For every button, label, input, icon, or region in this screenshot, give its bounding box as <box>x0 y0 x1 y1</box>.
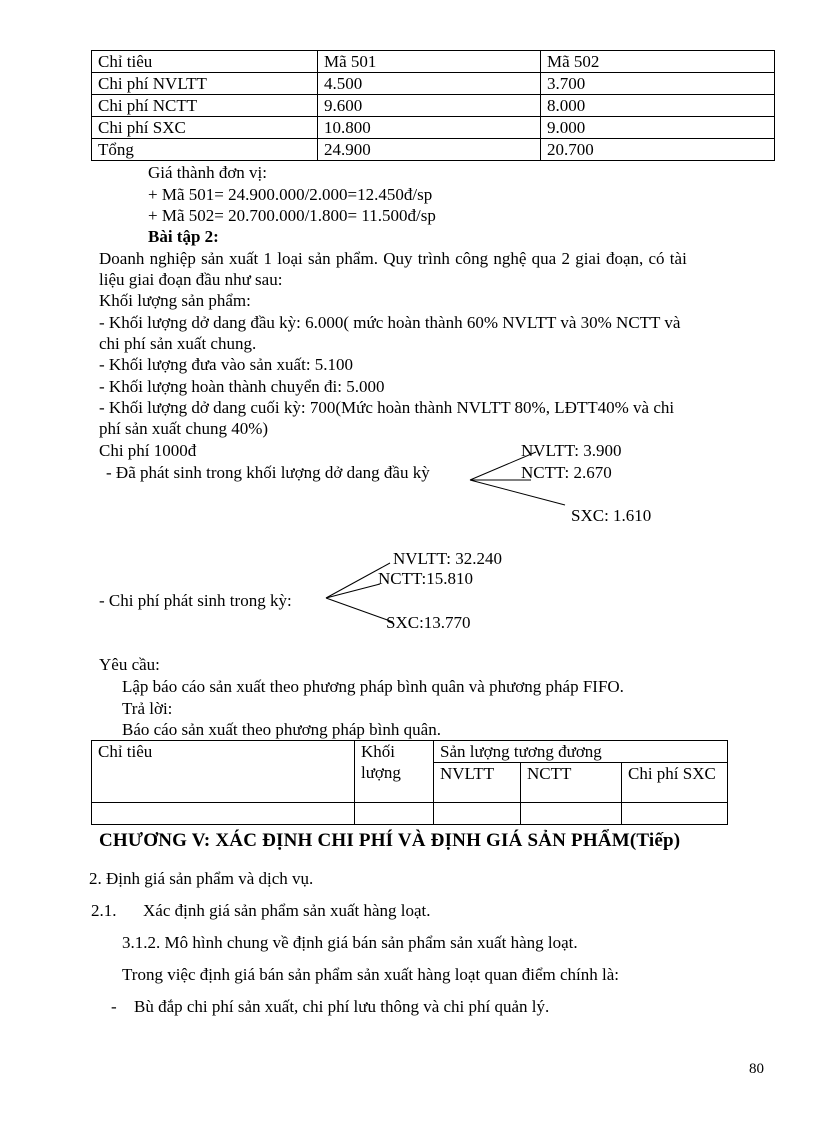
unit-cost-title: Giá thành đơn vị: <box>148 163 267 182</box>
branch-line <box>326 584 380 598</box>
table-header-cell: NCTT <box>521 763 622 803</box>
table-header-cell: Chỉ tiêu <box>92 741 355 803</box>
opening-sxc: SXC: 1.610 <box>571 506 652 525</box>
answer-title: Trả lời: <box>122 699 173 718</box>
table-cell: Chi phí NCTT <box>92 95 318 117</box>
volume-item: - Khối lượng dở dang đầu kỳ: 6.000( mức hoàn thành 60% NVLTT và 30% NCTT và <box>99 313 681 332</box>
period-sxc: SXC:13.770 <box>386 613 471 632</box>
opening-cost-label: - Đã phát sinh trong khối lượng dở dang đầu kỳ <box>106 463 430 482</box>
table-cell: 9.600 <box>318 95 541 117</box>
opening-nvltt: NVLTT: 3.900 <box>521 441 622 460</box>
volume-item: - Khối lượng dở dang cuối kỳ: 700(Mức hoàn thành NVLTT 80%, LĐTT40% và chi <box>99 398 675 417</box>
section-heading: 2. Định giá sản phẩm và dịch vụ. <box>89 869 314 888</box>
request-text: Lập báo cáo sản xuất theo phương pháp bình quân và phương pháp FIFO. <box>122 677 624 696</box>
bullet-text: Bù đắp chi phí sản xuất, chi phí lưu thông và chi phí quản lý. <box>134 997 550 1016</box>
table-header-cell: Khối lượng <box>355 741 434 803</box>
request-title: Yêu cầu: <box>99 655 160 674</box>
table-cell <box>622 803 728 825</box>
volume-item: phí sản xuất chung 40%) <box>99 419 269 438</box>
volume-title: Khối lượng sản phẩm: <box>99 291 251 310</box>
bullet-mark: - <box>111 997 117 1016</box>
table-cell: 4.500 <box>318 73 541 95</box>
report-title: Báo cáo sản xuất theo phương pháp bình quân. <box>122 720 441 739</box>
table-row <box>92 803 728 825</box>
table-header-cell: Chỉ tiêu <box>92 51 318 73</box>
section-number: 2.1. <box>91 901 117 920</box>
exercise-intro: liệu giai đoạn đầu như sau: <box>99 270 283 289</box>
branch-line <box>326 598 393 622</box>
section-heading: Xác định giá sản phẩm sản xuất hàng loạt. <box>143 901 431 920</box>
production-report-table <box>91 740 728 825</box>
table-cell: 24.900 <box>318 139 541 161</box>
table-cell: Chi phí NVLTT <box>92 73 318 95</box>
period-nvltt: NVLTT: 32.240 <box>393 549 503 568</box>
table-header-cell: Mã 502 <box>541 51 775 73</box>
volume-item: - Khối lượng đưa vào sản xuất: 5.100 <box>99 355 354 374</box>
unit-cost-line: + Mã 502= 20.700.000/1.800= 11.500đ/sp <box>148 206 436 225</box>
branch-line <box>470 480 565 505</box>
period-nctt: NCTT:15.810 <box>378 569 474 588</box>
table-header-row <box>92 741 728 763</box>
chapter-heading: CHƯƠNG V: XÁC ĐỊNH CHI PHÍ VÀ ĐỊNH GIÁ SẢN PHẨM(Tiếp) <box>99 830 681 851</box>
table-header-cell: Mã 501 <box>318 51 541 73</box>
exercise-title: Bài tập 2: <box>148 227 219 246</box>
cost-unit: Chi phí 1000đ <box>99 441 197 460</box>
table-cell: 20.700 <box>541 139 775 161</box>
table-header-cell: Chi phí SXC <box>622 763 728 803</box>
table-cell: Chi phí SXC <box>92 117 318 139</box>
opening-nctt: NCTT: 2.670 <box>521 463 612 482</box>
paragraph: Trong việc định giá bán sản phẩm sản xuất hàng loạt quan điểm chính là: <box>122 965 619 984</box>
subsection-heading: 3.1.2. Mô hình chung về định giá bán sản phẩm sản xuất hàng loạt. <box>122 933 578 952</box>
table-cell: 10.800 <box>318 117 541 139</box>
table-cell: Tổng <box>92 139 318 161</box>
table-cell <box>355 803 434 825</box>
exercise-intro: Doanh nghiệp sản xuất 1 loại sản phẩm. Quy trình công nghệ qua 2 giai đoạn, có tài <box>99 249 687 268</box>
unit-cost-line: + Mã 501= 24.900.000/2.000=12.450đ/sp <box>148 185 433 204</box>
table-cell: 3.700 <box>541 73 775 95</box>
volume-item: chi phí sản xuất chung. <box>99 334 257 353</box>
table-cell <box>521 803 622 825</box>
table-cell <box>92 803 355 825</box>
table-header-cell: Sản lượng tương đương <box>434 741 728 763</box>
table-cell: 9.000 <box>541 117 775 139</box>
table-cell <box>434 803 521 825</box>
volume-item: - Khối lượng hoàn thành chuyển đi: 5.000 <box>99 377 385 396</box>
table-cell: 8.000 <box>541 95 775 117</box>
period-cost-label: - Chi phí phát sinh trong kỳ: <box>99 591 292 610</box>
page-number: 80 <box>749 1061 764 1077</box>
table-header-cell: NVLTT <box>434 763 521 803</box>
